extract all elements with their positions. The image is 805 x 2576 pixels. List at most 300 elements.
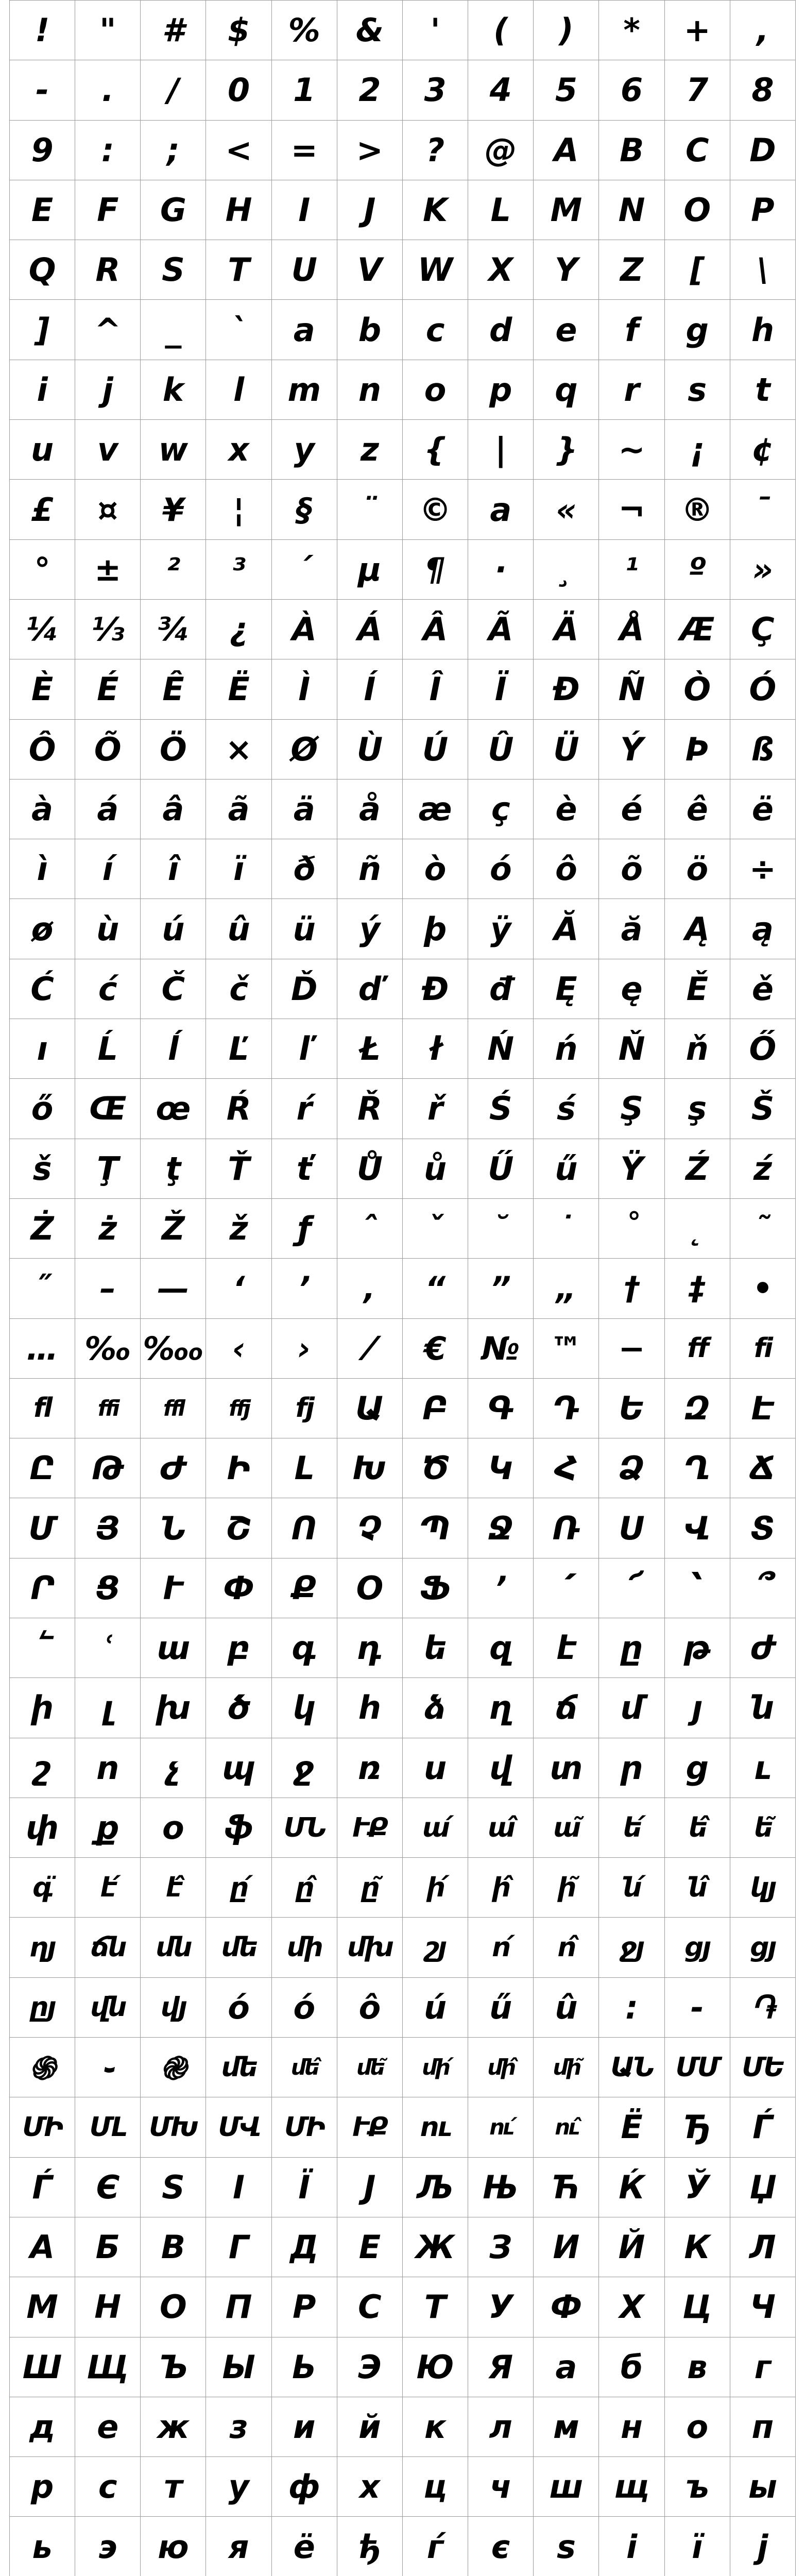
glyph-cell: ˚ [599,1199,664,1259]
glyph-cell: Կ [468,1438,534,1498]
glyph-cell: Ê [141,659,206,719]
glyph-cell: É [75,659,141,719]
glyph-cell: : [75,121,141,180]
glyph-cell: Ŕ [206,1079,271,1139]
glyph-cell: В [141,2217,206,2277]
glyph-cell: Ђ [665,2097,730,2157]
glyph-cell: Ù [337,720,403,779]
glyph-cell: Ă [534,899,599,959]
glyph-cell: ճն [75,1918,141,1977]
glyph-cell: ß [730,720,796,779]
glyph-cell: 9 [10,121,75,180]
glyph-cell: ъ [665,2457,730,2517]
glyph-cell: º [665,540,730,600]
glyph-cell: Њ [468,2158,534,2217]
glyph-cell: , [730,1,796,60]
glyph-cell: ё [272,2517,337,2576]
glyph-cell: ê [665,779,730,839]
glyph-cell: ե [403,1618,468,1678]
glyph-cell: % [272,1,337,60]
glyph-cell: × [206,720,271,779]
glyph-cell: ® [665,480,730,539]
glyph-cell: գ [272,1618,337,1678]
glyph-cell: š [10,1139,75,1199]
glyph-cell: l [206,360,271,420]
glyph-cell: Ѓ [730,2097,796,2157]
glyph-cell: 1 [272,60,337,120]
glyph-cell: Ш [10,2337,75,2397]
glyph-cell: Џ [730,2158,796,2217]
glyph-cell: մի́ [403,2038,468,2097]
glyph-cell: ƒ [272,1199,337,1259]
glyph-cell: é [599,779,664,839]
glyph-cell: ⅓ [75,600,141,659]
glyph-cell: Ľ [206,1019,271,1079]
glyph-cell: օ [141,1798,206,1858]
glyph-cell: z [337,420,403,480]
glyph-cell: ¡ [665,420,730,480]
glyph-cell: ‘ [206,1259,271,1318]
glyph-cell: ˇ [403,1199,468,1259]
glyph-cell: զ [468,1618,534,1678]
glyph-cell: Ծ [403,1438,468,1498]
glyph-cell: ¨ [337,480,403,539]
glyph-cell: ՄԼ [75,2097,141,2157]
glyph-cell: Х [599,2277,664,2337]
glyph-cell: ž [206,1199,271,1259]
glyph-cell: Ճ [730,1438,796,1498]
glyph-cell: ՄՆ [272,1798,337,1858]
glyph-cell: ѓ [403,2517,468,2576]
glyph-cell: Ի [206,1438,271,1498]
glyph-cell: Ő [730,1019,796,1079]
glyph-cell: + [665,1,730,60]
glyph-cell: О [141,2277,206,2337]
glyph-cell: ů [403,1139,468,1199]
glyph-cell: ո [75,1738,141,1798]
glyph-cell: ՄԵ [730,2038,796,2097]
glyph-cell: " [75,1,141,60]
glyph-cell: Ú [403,720,468,779]
glyph-cell: и [272,2397,337,2457]
glyph-cell: ՄՎ [206,2097,271,2157]
glyph-cell: č [206,959,271,1019]
glyph-cell: յ [665,1678,730,1738]
glyph-cell: ff [665,1319,730,1379]
glyph-cell: ¢ [730,420,796,480]
glyph-cell: ь [10,2517,75,2576]
glyph-cell: ե̃ [730,1798,796,1858]
glyph-cell: \ [730,240,796,300]
glyph-cell: ցյ [730,1918,796,1977]
glyph-cell: є [468,2517,534,2576]
glyph-cell: ó [468,839,534,899]
glyph-cell: fj [272,1379,337,1438]
glyph-cell: a [272,300,337,360]
glyph-cell: Á [337,600,403,659]
glyph-cell: ( [468,1,534,60]
glyph-cell: ã [206,779,271,839]
glyph-cell: Q [10,240,75,300]
glyph-cell: - [665,1978,730,2038]
glyph-cell: @ [468,121,534,180]
glyph-cell: ˝ [10,1259,75,1318]
glyph-cell: ո̂ [534,1918,599,1977]
glyph-cell: ^ [75,300,141,360]
glyph-cell: ք [75,1798,141,1858]
glyph-cell: Щ [75,2337,141,2397]
glyph-cell: а [534,2337,599,2397]
glyph-cell: Є [75,2158,141,2217]
glyph-cell: ղ [468,1678,534,1738]
glyph-cell: Ý [599,720,664,779]
glyph-cell: ¾ [141,600,206,659]
glyph-cell: ը̃ [337,1858,403,1918]
glyph-cell: ֏ [730,1978,796,2038]
glyph-cell: Õ [75,720,141,779]
glyph-cell: է [534,1618,599,1678]
glyph-cell: c [403,300,468,360]
glyph-cell: ¬ [599,480,664,539]
glyph-cell: ծ [206,1678,271,1738]
glyph-cell: ж [141,2397,206,2457]
glyph-cell: Д [272,2217,337,2277]
glyph-cell: Y [534,240,599,300]
glyph-cell: : [599,1978,664,2038]
glyph-cell: ¦ [206,480,271,539]
glyph-cell: J [337,180,403,240]
glyph-cell: Ţ [75,1139,141,1199]
glyph-cell: ’ [272,1259,337,1318]
glyph-cell: Ż [10,1199,75,1259]
glyph-cell: Ï [468,659,534,719]
glyph-cell: մե [206,1918,271,1977]
glyph-cell: մ [599,1678,664,1738]
glyph-cell: щ [599,2457,664,2517]
glyph-cell: վյ [141,1978,206,2038]
glyph-cell: ! [10,1,75,60]
glyph-cell: ա́ [403,1798,468,1858]
glyph-cell: { [403,420,468,480]
glyph-cell: փ [10,1798,75,1858]
glyph-cell: Ů [337,1139,403,1199]
glyph-cell: B [599,121,664,180]
glyph-cell: մե̂ [272,2038,337,2097]
glyph-cell: ʼ [468,1558,534,1618]
glyph-cell: Ô [10,720,75,779]
glyph-cell: Ç [730,600,796,659]
glyph-cell: с [75,2457,141,2517]
glyph-cell: К [665,2217,730,2277]
glyph-cell: մի [272,1918,337,1977]
glyph-cell: j [730,2517,796,2576]
glyph-cell: e [534,300,599,360]
glyph-cell: Ű [468,1139,534,1199]
glyph-cell: Š [730,1079,796,1139]
glyph-cell: I [272,180,337,240]
glyph-cell: ՄՄ [665,2038,730,2097]
glyph-cell: ă [599,899,664,959]
glyph-cell: ¶ [403,540,468,600]
glyph-cell: ձ [403,1678,468,1738]
glyph-cell: ջյ [599,1918,664,1977]
glyph-cell: ù [75,899,141,959]
glyph-cell: Ս [599,1498,664,1558]
glyph-cell: կ [272,1678,337,1738]
glyph-cell: Ď [272,959,337,1019]
glyph-cell: 3 [403,60,468,120]
glyph-cell: Ք [272,1558,337,1618]
glyph-cell: a [468,480,534,539]
glyph-cell: й [337,2397,403,2457]
glyph-cell: Ź [665,1139,730,1199]
glyph-cell: O [665,180,730,240]
glyph-cell: ՞ [730,1558,796,1618]
glyph-cell: Ą [665,899,730,959]
glyph-cell: ¼ [10,600,75,659]
glyph-cell: œ [141,1079,206,1139]
glyph-cell: Z [599,240,664,300]
glyph-cell: . [75,60,141,120]
glyph-cell: ¥ [141,480,206,539]
glyph-cell: Ð [534,659,599,719]
glyph-cell: á [75,779,141,839]
glyph-cell: П [206,2277,271,2337]
glyph-cell: • [730,1259,796,1318]
glyph-cell: է̂ [141,1858,206,1918]
glyph-cell: Ѓ [10,2158,75,2217]
glyph-cell: ű [468,1978,534,2038]
glyph-cell: չ [141,1738,206,1798]
glyph-cell: Չ [337,1498,403,1558]
glyph-cell: / [141,60,206,120]
glyph-cell: ł [403,1019,468,1079]
glyph-cell: ‡ [665,1259,730,1318]
glyph-cell: э [75,2517,141,2576]
glyph-cell: â [141,779,206,839]
glyph-cell: հ [337,1678,403,1738]
glyph-cell: Ń [468,1019,534,1079]
glyph-cell: Е [337,2217,403,2277]
glyph-cell: Ն [141,1498,206,1558]
glyph-cell: ըյ [10,1978,75,2038]
glyph-cell: G [141,180,206,240]
glyph-cell: Վ [665,1498,730,1558]
glyph-cell: ՝ [665,1558,730,1618]
glyph-cell: ч [468,2457,534,2517]
glyph-cell: ż [75,1199,141,1259]
glyph-cell: È [10,659,75,719]
glyph-cell: · [468,540,534,600]
glyph-cell: ffj [206,1379,271,1438]
glyph-cell: 4 [468,60,534,120]
glyph-cell: ե̂ [665,1798,730,1858]
glyph-cell: ц [403,2457,468,2517]
glyph-cell: Ф [534,2277,599,2337]
glyph-cell: Լ [272,1438,337,1498]
glyph-cell: ú [141,899,206,959]
glyph-cell: ա̃ [534,1798,599,1858]
glyph-cell: ô [534,839,599,899]
glyph-cell: 0 [206,60,271,120]
glyph-cell: å [337,779,403,839]
glyph-cell: վ [468,1738,534,1798]
glyph-cell: ը̂ [272,1858,337,1918]
glyph-cell: х [337,2457,403,2517]
glyph-cell: F [75,180,141,240]
glyph-cell: ՛ [534,1558,599,1618]
glyph-cell: Я [468,2337,534,2397]
glyph-cell: N [599,180,664,240]
glyph-cell: ź [730,1139,796,1199]
glyph-cell: Â [403,600,468,659]
glyph-cell: S [141,2158,206,2217]
glyph-cell: Ֆ [403,1558,468,1618]
glyph-cell: Դ [534,1379,599,1438]
glyph-cell: … [10,1319,75,1379]
glyph-cell: ˆ [337,1199,403,1259]
glyph-cell: Ś [468,1079,534,1139]
glyph-cell: › [272,1319,337,1379]
glyph-cell: R [75,240,141,300]
glyph-cell: գ̈ [10,1858,75,1918]
glyph-cell: Ť [206,1139,271,1199]
glyph-cell: 2 [337,60,403,120]
glyph-cell: g [665,300,730,360]
glyph-cell: ю [141,2517,206,2576]
glyph-cell: ˜ [730,1199,796,1259]
glyph-cell: ժ [730,1618,796,1678]
glyph-cell: æ [403,779,468,839]
glyph-cell: А [10,2217,75,2277]
glyph-cell: Æ [665,600,730,659]
glyph-cell: ffi [75,1379,141,1438]
glyph-cell: ի [10,1678,75,1738]
glyph-cell: з [206,2397,271,2457]
glyph-cell: i [10,360,75,420]
glyph-cell: Č [141,959,206,1019]
glyph-cell: е [75,2397,141,2457]
glyph-cell: „ [534,1259,599,1318]
glyph-cell: ջ [272,1738,337,1798]
glyph-cell: մե [206,2038,271,2097]
glyph-cell: ř [403,1079,468,1139]
glyph-cell: 7 [665,60,730,120]
glyph-cell: լ [75,1678,141,1738]
glyph-cell: X [468,240,534,300]
glyph-cell: J [337,2158,403,2217]
glyph-cell: ' [403,1,468,60]
glyph-cell: н [599,2397,664,2457]
glyph-cell: m [272,360,337,420]
glyph-cell: Ц [665,2277,730,2337]
glyph-cell: Ե [599,1379,664,1438]
glyph-cell: Р [272,2277,337,2337]
glyph-cell: ՒՔ [337,1798,403,1858]
glyph-cell: Э [337,2337,403,2397]
glyph-cell: М [10,2277,75,2337]
glyph-cell: Н [75,2277,141,2337]
glyph-cell: ш [534,2457,599,2517]
glyph-cell: Б [75,2217,141,2277]
glyph-cell: է́ [75,1858,141,1918]
glyph-cell: ֍ [10,2038,75,2097]
glyph-cell: * [599,1,664,60]
glyph-cell: u [10,420,75,480]
glyph-cell: ї [665,2517,730,2576]
glyph-cell: ç [468,779,534,839]
glyph-cell: Ñ [599,659,664,719]
glyph-cell: վն [75,1978,141,2038]
glyph-cell: ս [403,1738,468,1798]
glyph-cell: 5 [534,60,599,120]
glyph-cell: _ [141,300,206,360]
glyph-cell: И [534,2217,599,2277]
glyph-cell: я [206,2517,271,2576]
glyph-cell: C [665,121,730,180]
glyph-cell: Ö [141,720,206,779]
glyph-cell: Ł [337,1019,403,1079]
glyph-cell: բ [206,1618,271,1678]
glyph-cell: » [730,540,796,600]
glyph-cell: i [599,2517,664,2576]
glyph-cell: ň [665,1019,730,1079]
glyph-cell: Ց [75,1558,141,1618]
glyph-cell: ու [403,2097,468,2157]
glyph-cell: Ր [10,1558,75,1618]
glyph-cell: խ [141,1678,206,1738]
glyph-cell: ՄԽ [141,2097,206,2157]
glyph-cell: Հ [534,1438,599,1498]
glyph-cell: Ë [599,2097,664,2157]
glyph-cell: ՙ [75,1618,141,1678]
glyph-cell: 6 [599,60,664,120]
glyph-cell: Ղ [665,1438,730,1498]
glyph-cell: õ [599,839,664,899]
glyph-cell: Ա [337,1379,403,1438]
glyph-cell: ⁄ [337,1319,403,1379]
glyph-cell: ° [10,540,75,600]
glyph-cell: к [403,2397,468,2457]
glyph-cell: Ւ [141,1558,206,1618]
glyph-cell: fi [730,1319,796,1379]
glyph-cell: — [141,1259,206,1318]
glyph-cell: | [468,420,534,480]
glyph-cell: o [403,360,468,420]
glyph-cell: ђ [337,2517,403,2576]
glyph-cell: ï [206,839,271,899]
glyph-cell: Բ [403,1379,468,1438]
glyph-cell: у [206,2457,271,2517]
glyph-cell: ը́ [206,1858,271,1918]
glyph-cell: $ [206,1,271,60]
glyph-cell: Պ [403,1498,468,1558]
glyph-cell: ԱՆ [599,2038,664,2097]
glyph-cell: v [75,420,141,480]
glyph-cell: С [337,2277,403,2337]
glyph-cell: Ь [272,2337,337,2397]
glyph-cell: k [141,360,206,420]
glyph-cell: = [272,121,337,180]
glyph-cell: Մ [10,1498,75,1558]
glyph-cell: ՄԻ [10,2097,75,2157]
glyph-cell: T [206,240,271,300]
glyph-cell: Ќ [599,2158,664,2217]
glyph-cell: ` [206,300,271,360]
glyph-cell: þ [403,899,468,959]
glyph-cell: q [534,360,599,420]
glyph-cell: Đ [403,959,468,1019]
